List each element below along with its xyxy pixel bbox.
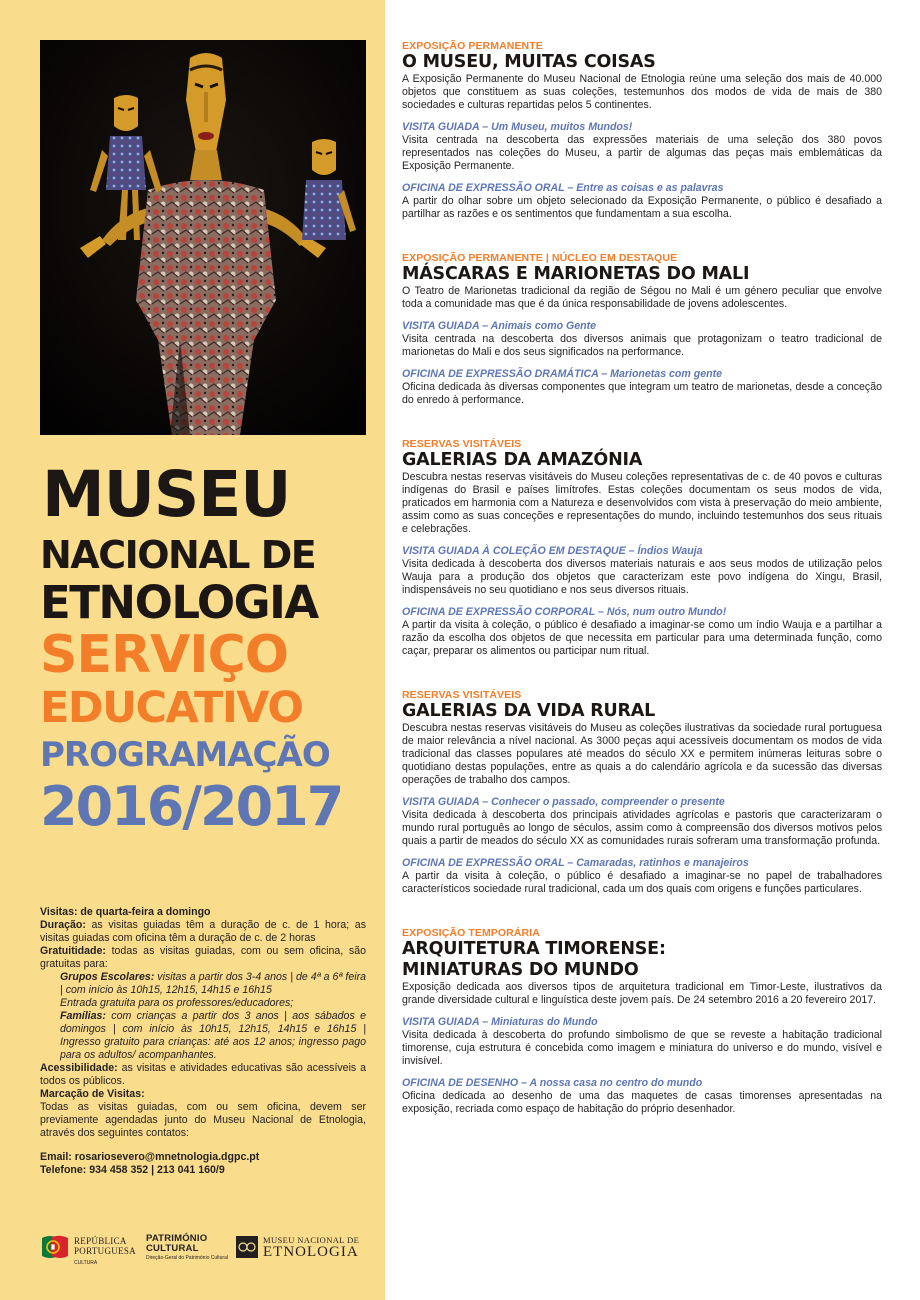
visit-info <box>40 906 366 1177</box>
activity-heading: OFICINA DE EXPRESSÃO CORPORAL – Nós, num outro Mundo! <box>402 606 727 618</box>
activity-text: Oficina dedicada às diversas componentes que integram um teatro de marionetas, desde a conceção do enredo à performance. <box>402 381 882 406</box>
section-text: Exposição dedicada aos diversos tipos de arquitetura tradicional em Timor-Leste, ilustrativos da grande diversidade cultural e linguística deste jovem país. De 24 setembro 2016 a 20 fevereiro 2017. <box>402 981 882 1006</box>
activity-text: Visita dedicada à descoberta dos principais atividades agrícolas e pastoris que caracterizaram o mundo rural português ao longo de séculos, assim como à compreensão dos diversos motivos pelos quais a partir de meados do século XX as comunidades rurais sofreram uma transformação profunda. <box>402 809 882 847</box>
section-title: GALERIAS DA VIDA RURAL <box>402 701 656 721</box>
activity-text: Visita dedicada à descoberta dos diversos materiais naturais e aos seus modos de utilização pelos Wauja para a produção dos objetos que caracterizam este povo indígena do Xingu, Brasil, indispensáveis no seu quotidiano e nos seus diversos rituais. <box>402 558 882 596</box>
section-title-line2: MINIATURAS DO MUNDO <box>402 960 639 980</box>
activity-text: Visita centrada na descoberta das expressões materiais de uma seleção dos 380 povos representados nas coleções do Museu, a partir de algumas das peças mais emblemáticas da Exposição Permanente. <box>402 134 882 172</box>
booking-label: Marcação de Visitas: <box>40 1088 145 1100</box>
section-kicker: RESERVAS VISITÁVEIS <box>402 438 522 450</box>
marionette-photo <box>40 40 366 435</box>
section-title: MÁSCARAS E MARIONETAS DO MALI <box>402 264 750 284</box>
section-text: A Exposição Permanente do Museu Nacional de Etnologia reúne uma seleção dos mais de 40.000 objetos que constituem as suas coleções, testemunhos dos modos de vida de mais de 380 sociedades e culturas repartidas pelos 5 continentes. <box>402 73 882 111</box>
activity-heading: VISITA GUIADA – Conhecer o passado, compreender o presente <box>402 796 725 808</box>
title-museu: MUSEU <box>42 458 291 531</box>
activity-heading: OFICINA DE EXPRESSÃO DRAMÁTICA – Marionetas com gente <box>402 368 723 380</box>
section-kicker: RESERVAS VISITÁVEIS <box>402 689 522 701</box>
activity-text: A partir da visita à coleção, o público é desafiado a imaginar-se como um índio Wauja e a partilhar a razão da escolha dos objetos de que necessita em particular para uma determinada função, como caçar, preparar os alimentos ou participar num ritual. <box>402 619 882 657</box>
section-kicker: EXPOSIÇÃO PERMANENTE <box>402 40 543 52</box>
section-text: Descubra nestas reservas visitáveis do Museu as coleções ilustrativas da sociedade rural portuguesa de maior relevância a nível nacional. As 3000 peças aqui acessíveis documentam os modos de vida tradicional das classes populares até meados do século XX e permitem inúmeras leituras sobre o quotidiano destas populações, entre as quais a do calendário agrícola e da sucessão das diversas operações de trabalho dos campos. <box>402 722 882 786</box>
title-block <box>40 458 370 838</box>
booking-info: Todas as visitas guiadas, com ou sem oficina, devem ser previamente agendadas junto do Museu Nacional de Etnologia, através dos seguintes contatos: <box>40 1101 366 1139</box>
title-etnologia: ETNOLOGIA <box>40 576 318 629</box>
left-column <box>0 0 385 1300</box>
activity-heading: VISITA GUIADA – Miniaturas do Mundo <box>402 1016 598 1028</box>
section-text: O Teatro de Marionetas tradicional da região de Ségou no Mali é um género peculiar que envolve toda a comunidade mas que é da única responsabilidade de jovens adolescentes. <box>402 285 882 310</box>
title-programacao: PROGRAMAÇÃO <box>40 735 330 775</box>
section-kicker: EXPOSIÇÃO PERMANENTE | NÚCLEO EM DESTAQUE <box>402 252 678 264</box>
section-title: GALERIAS DA AMAZÓNIA <box>402 450 643 470</box>
activity-heading: OFICINA DE DESENHO – A nossa casa no centro do mundo <box>402 1077 703 1089</box>
section-galerias-vida-rural <box>402 689 882 896</box>
free-info: Gratuitidade: todas as visitas guiadas, com ou sem oficina, são gratuitas para: <box>40 945 366 970</box>
section-arquitetura-timorense <box>402 927 882 1116</box>
title-year: 2016/2017 <box>40 775 343 838</box>
section-museu-muitas-coisas <box>402 40 882 221</box>
logo-patrimonio-cultural: PATRIMÓNIO CULTURAL Direção-Geral do Património Cultural <box>146 1233 228 1261</box>
activity-text: Visita centrada na descoberta dos diversos animais que protagonizam o teatro tradicional de marionetas do Mali e dos seus significados na performance. <box>402 333 882 358</box>
activity-text: Visita dedicada à descoberta do profundo simbolismo de que se reveste a habitação tradicional timorense, cuja estrutura é concebida como imagem e miniatura do universo e do mundo, visível e invisível. <box>402 1029 882 1067</box>
section-title: ARQUITETURA TIMORENSE: <box>402 939 666 959</box>
activity-text: Oficina dedicada ao desenho de uma das maquetes de casas timorenses apresentadas na exposição, recriada como espaço de habitação do próprio desenhador. <box>402 1090 882 1115</box>
section-mascaras-mali <box>402 252 882 407</box>
activity-heading: VISITA GUIADA – Um Museu, muitos Mundos! <box>402 121 633 133</box>
title-servico: SERVIÇO <box>40 625 288 685</box>
schools-info: Grupos Escolares: visitas a partir dos 3-4 anos | de 4ª a 6ª feira | com início às 10h15, 12h15, 14h15 e 16h15 <box>60 971 366 996</box>
section-kicker: EXPOSIÇÃO TEMPORÁRIA <box>402 927 540 939</box>
activity-heading: VISITA GUIADA À COLEÇÃO EM DESTAQUE – Índios Wauja <box>402 545 703 557</box>
accessibility-info: Acessibilidade: as visitas e atividades educativas são acessíveis a todos os públicos. <box>40 1062 366 1087</box>
teachers-info: Entrada gratuita para os professores/educadores; <box>60 997 294 1009</box>
families-info: Famílias: com crianças a partir dos 3 anos | aos sábados e domingos | com início às 10h15, 12h15, 14h15 e 16h15 | Ingresso gratuito para crianças: até aos 12 anos; ingresso pago para os adultos/ acompanhantes. <box>60 1010 366 1061</box>
visits-days: Visitas: de quarta-feira a domingo <box>40 906 211 918</box>
program-column <box>402 40 882 1116</box>
section-galerias-amazonia <box>402 438 882 658</box>
activity-heading: VISITA GUIADA – Animais como Gente <box>402 320 597 332</box>
logos-bar: REPÚBLICA PORTUGUESA CULTURA PATRIMÓNIO CULTURAL Direção-Geral do Património Cultural MUSEU NACIONAL DE ETNOLOGIA <box>40 1234 370 1274</box>
portugal-flag-icon <box>40 1234 70 1260</box>
activity-heading: OFICINA DE EXPRESSÃO ORAL – Entre as coisas e as palavras <box>402 182 724 194</box>
contact-email[interactable]: Email: rosariosevero@mnetnologia.dgpc.pt <box>40 1151 260 1163</box>
museum-emblem-icon <box>236 1236 258 1258</box>
title-educativo: EDUCATIVO <box>40 683 303 733</box>
contact-phone[interactable]: Telefone: 934 458 352 | 213 041 160/9 <box>40 1164 225 1176</box>
activity-heading: OFICINA DE EXPRESSÃO ORAL – Camaradas, ratinhos e manajeiros <box>402 857 749 869</box>
marionette-illustration <box>40 40 366 435</box>
section-text: Descubra nestas reservas visitáveis do Museu coleções representativas de c. de 40 povos e culturas indígenas do Brasil e países limítrofes. Estas coleções documentam os seus modos de vida, praticados em harmonia com a Natureza e desenvolvidos com vista à preservação do meio ambiente, assim como as suas conceções e representações do mundo, incluindo testemunhos dos seus rituais e celebrações. <box>402 471 882 535</box>
section-title: O MUSEU, MUITAS COISAS <box>402 52 656 72</box>
title-nacional-de: NACIONAL DE <box>40 533 316 577</box>
duration-info: Duração: as visitas guiadas têm a duração de c. de 1 hora; as visitas guiadas com oficina têm a duração de c. de 2 horas <box>40 919 366 944</box>
activity-text: A partir do olhar sobre um objeto selecionado da Exposição Permanente, o público é desafiado a partilhar as razões e os sentimentos que fundamentam a sua escolha. <box>402 195 882 220</box>
activity-text: A partir da visita à coleção, o público é desafiado a imaginar-se no papel de trabalhadores característicos sociedade rural tradicional, cada um dos quais com origens e funções particulares. <box>402 870 882 895</box>
